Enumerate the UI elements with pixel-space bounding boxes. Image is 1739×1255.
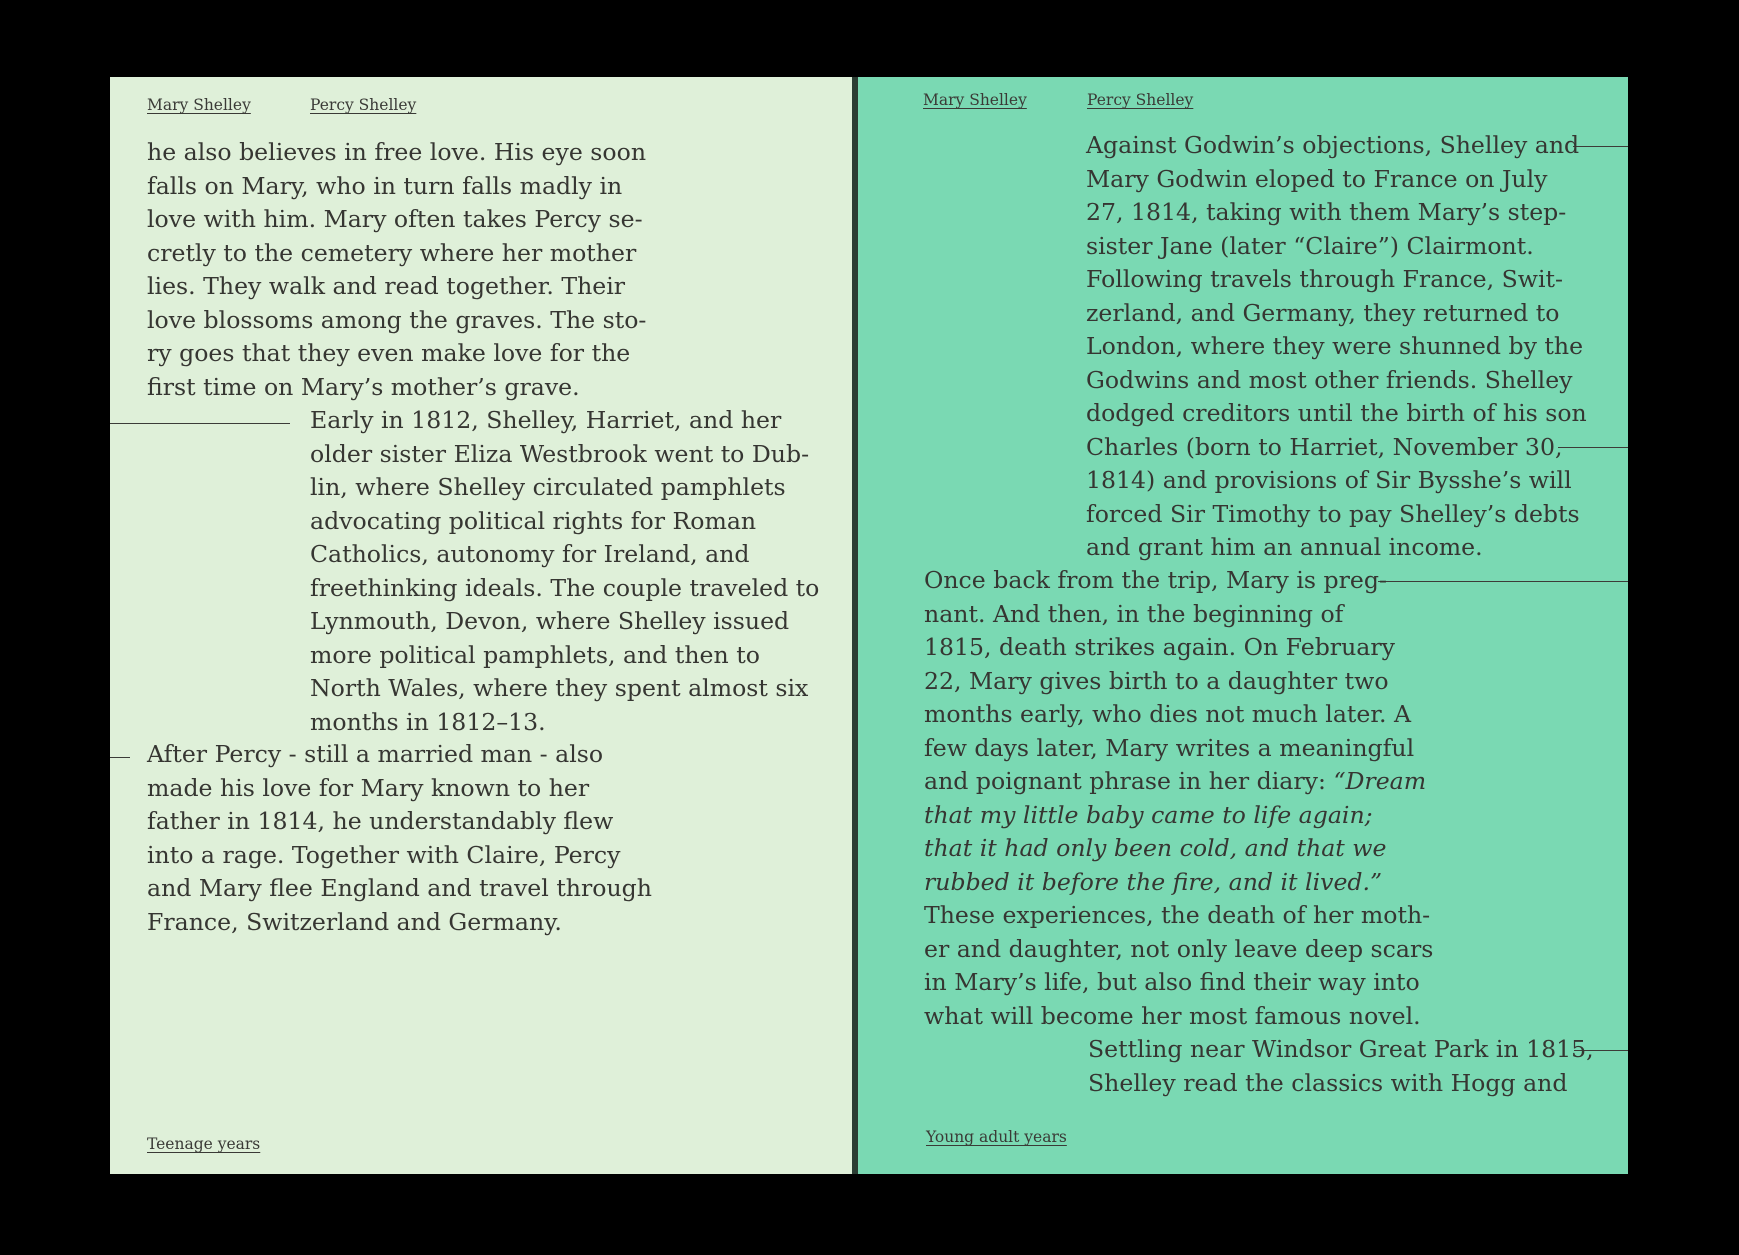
- running-head-percy-shelley: Percy Shelley: [1087, 91, 1194, 109]
- diary-quote: “Dream that my little baby came to life again; that it had only been cold, and that we rubbed it before the fire, and it lived.”: [924, 767, 1427, 896]
- paragraph-windsor: Settling near Windsor Great Park in 1815, Shelley read the classics with Hogg and: [1088, 1035, 1594, 1097]
- running-head-mary-shelley: Mary Shelley: [147, 96, 251, 114]
- footer-section-title: Young adult years: [926, 1128, 1067, 1146]
- paragraph-death-strikes: Once back from the trip, Mary is preg- nant. And then, in the beginning of 1815, death strikes again. On February 22, Mary gives birth to a daughter two months early, who dies not much later. A few days later, Mary writes a meaningful and poignant phrase in her diary: “Dream that my little baby came to life again; that it had only been cold, and that we rubbed it before the fire, and it lived.” These experiences, the death of her moth- er and daughter, not only leave deep scars in Mary’s life, but also find their way into what will become her most famous novel.: [924, 566, 1434, 1030]
- paragraph-after-percy: After Percy - still a married man - also made his love for Mary known to her father in 1814, he understandably flew into a rage. Together with Claire, Percy and Mary flee England and travel through France, Switzerland and Germany.: [147, 740, 652, 936]
- paragraph-free-love: he also believes in free love. His eye soon falls on Mary, who in turn falls madly in love with him. Mary often takes Percy se- cretly to the cemetery where her mother lies. They walk and read together. Their love blossoms among the graves. The sto- ry goes that they even make love for the first time on Mary’s mother’s grave.: [147, 138, 647, 401]
- right-page: [858, 77, 1628, 1174]
- margin-rule: [110, 423, 290, 424]
- paragraph-dublin-1812: Early in 1812, Shelley, Harriet, and her older sister Eliza Westbrook went to Dub- lin, where Shelley circulated pamphlets advocating political rights for Roman Catholics, autonomy for Ireland, and freethinking ideals. The couple traveled to Lynmouth, Devon, where Shelley issued more political pamphlets, and then to North Wales, where they spent almost six months in 1812–13.: [310, 406, 820, 736]
- footer-section-title: Teenage years: [147, 1135, 261, 1153]
- running-head-mary-shelley: Mary Shelley: [923, 91, 1027, 109]
- margin-rule: [110, 757, 130, 758]
- running-head-percy-shelley: Percy Shelley: [310, 96, 417, 114]
- paragraph-elopement: Against Godwin’s objections, Shelley and Mary Godwin eloped to France on July 27, 1814, taking with them Mary’s step- sister Jane (later “Claire”) Clairmont. Following travels through France, Swit- zerland, and Germany, they returned to London, where they were shunned by the Godwins and most other friends. Shelley dodged creditors until the birth of his son Charles (born to Harriet, November 30, 1814) and provisions of Sir Bysshe’s will forced Sir Timothy to pay Shelley’s debts and grant him an annual income.: [1086, 131, 1587, 561]
- left-page: [110, 77, 857, 1174]
